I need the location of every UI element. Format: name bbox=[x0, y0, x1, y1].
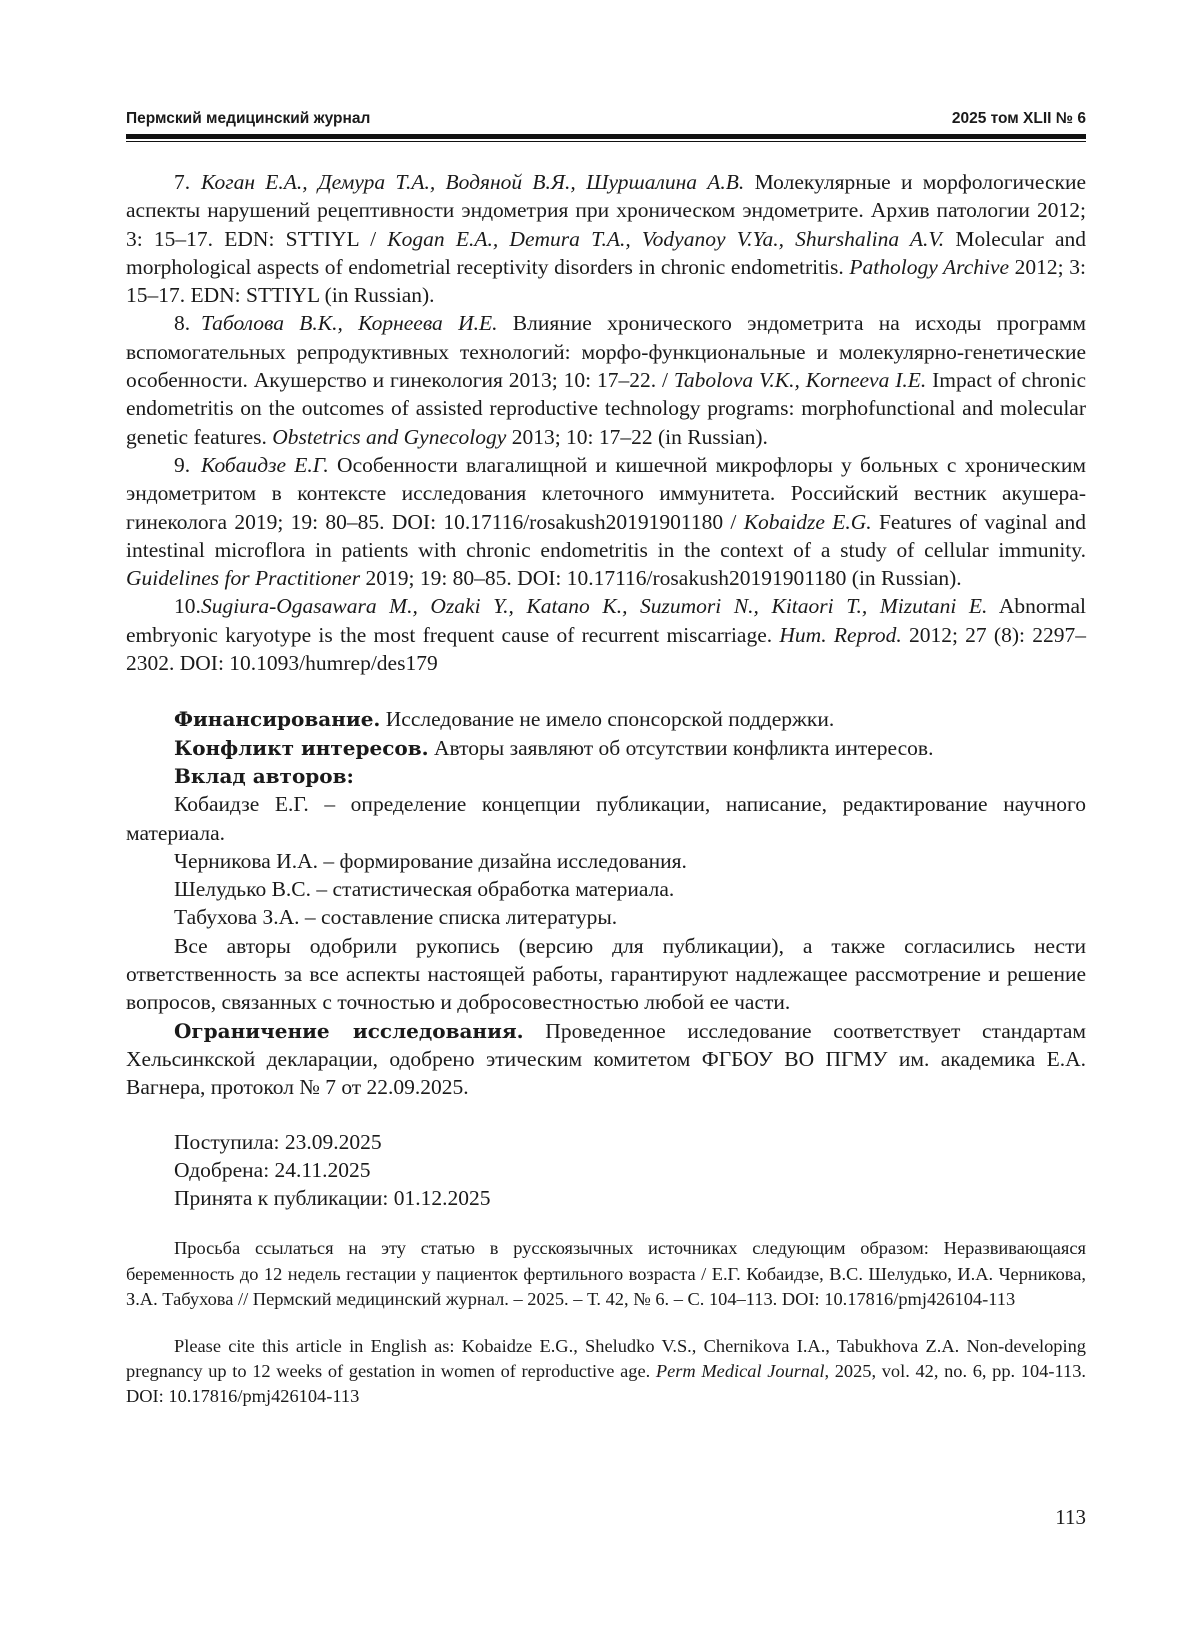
reference-tail: 2019; 19: 80–85. DOI: 10.17116/rosakush20191901180 (in Russian). bbox=[360, 566, 962, 591]
reference-number: 9. bbox=[174, 452, 191, 477]
reference-authors-en: Sugiura-Ogasawara M., Ozaki Y., Katano K., Suzumori N., Kitaori T., Mizutani E. bbox=[201, 594, 988, 619]
reference-authors: Коган Е.А., Демура Т.А., Водяной В.Я., Шуршалина А.В. bbox=[201, 170, 745, 194]
reference-item bbox=[126, 451, 1086, 592]
funding-text: Исследование не имело спонсорской поддержки. bbox=[380, 707, 835, 732]
citation-en bbox=[126, 1334, 1086, 1410]
reference-text-en: Abnormal embryonic karyotype is the most frequent cause of recurrent miscarriage. bbox=[126, 594, 1086, 647]
reference-text-en: Molecular and morphological aspects of endometrial receptivity disorders in chronic endometritis. bbox=[126, 226, 1086, 279]
citation-en-text: Please cite this article in English as: Kobaidze E.G., Sheludko V.S., Chernikova I.A., Tabukhova Z.A. Non-developing pregnancy up to 12 weeks of gestation in women of reproductive age. bbox=[126, 1336, 1086, 1382]
reference-list bbox=[126, 168, 1086, 677]
funding-label: Финансирование. bbox=[174, 707, 381, 732]
citation-en-journal: Perm Medical Journal bbox=[655, 1361, 825, 1382]
conflict-statement bbox=[126, 734, 1086, 762]
reference-authors-en: Kogan E.A., Demura T.A., Vodyanoy V.Ya., Shurshalina A.V. bbox=[387, 226, 945, 251]
page-content bbox=[126, 168, 1086, 1428]
reference-authors: Таболова В.К., Корнеева И.Е. bbox=[201, 311, 498, 336]
date-received: Поступила: 23.09.2025 bbox=[174, 1129, 382, 1154]
limitation-text: Проведенное исследование соответствует стандартам Хельсинкской декларации, одобрено этическим комитетом ФГБОУ ВО ПГМУ им. академика Е.А. Вагнера, протокол № 7 от 22.09.2025. bbox=[126, 1018, 1086, 1100]
reference-tail: 2012; 27 (8): 2297–2302. DOI: 10.1093/humrep/des179 bbox=[126, 622, 1086, 676]
contrib-label: Вклад авторов: bbox=[174, 763, 354, 788]
contrib-line: Все авторы одобрили рукопись (версию для публикации), а также согласились нести ответственность за все аспекты настоящей работы, гарантируют надлежащее рассмотрение и решение вопросов, связанных с точностью и добросовестностью любой ее части. bbox=[126, 933, 1086, 1015]
limitation-statement bbox=[126, 1017, 1086, 1102]
reference-item bbox=[126, 168, 1086, 309]
citation-ru: Просьба ссылаться на эту статью в русскоязычных источниках следующим образом: Неразвивающаяся беременность до 12 недель гестации у пациенток фертильного возраста / Е.Г. Кобаидзе, В.С. Шелудько, И.А. Черникова, З.А. Табухова // Пермский медицинский журнал. – 2025. – Т. 42, № 6. – С. 104–113. DOI: 10.17816/pmj426104-113 bbox=[126, 1238, 1086, 1309]
journal-title: Пермский медицинский журнал bbox=[126, 110, 371, 127]
article-dates bbox=[126, 1128, 1086, 1213]
citation-en-tail: , 2025, vol. 42, no. 6, pp. 104-113. DOI: 10.17816/pmj426104-113 bbox=[126, 1361, 1087, 1407]
reference-authors-en: Kobaidze E.G. bbox=[743, 509, 872, 534]
conflict-text: Авторы заявляют об отсутствии конфликта интересов. bbox=[428, 735, 934, 760]
date-approved: Одобрена: 24.11.2025 bbox=[174, 1157, 371, 1182]
reference-journal: Guidelines for Practitioner bbox=[126, 566, 361, 591]
reference-item bbox=[126, 592, 1086, 677]
article-info bbox=[126, 705, 1086, 1101]
reference-journal: Obstetrics and Gynecology bbox=[272, 424, 507, 449]
reference-number: 10. bbox=[174, 594, 201, 619]
funding-statement bbox=[126, 705, 1086, 733]
contrib-line: Шелудько В.С. – статистическая обработка материала. bbox=[174, 877, 675, 902]
contrib-line: Табухова З.А. – составление списка литературы. bbox=[174, 905, 618, 930]
reference-text: Влияние хронического эндометрита на исходы программ вспомогательных репродуктивных технологий: морфо-функциональные и молекулярно-генетические особенности. Акушерство и гинекология 2013; 10: 17–22. / bbox=[126, 311, 1086, 393]
page-number: 113 bbox=[1055, 1505, 1086, 1529]
reference-authors: Кобаидзе Е.Г. bbox=[201, 452, 329, 477]
conflict-label: Конфликт интересов. bbox=[174, 735, 429, 760]
reference-text-en: Impact of chronic endometritis on the outcomes of assisted reproductive technology programs: morphofunctional and molecular genetic features. bbox=[126, 368, 1086, 449]
contrib-line: Черникова И.А. – формирование дизайна исследования. bbox=[174, 848, 687, 873]
reference-tail: 2012; 3: 15–17. EDN: STTIYL (in Russian). bbox=[126, 254, 1086, 308]
reference-number: 8. bbox=[174, 311, 191, 336]
reference-text: Молекулярные и морфологические аспекты нарушений рецептивности эндометрия при хроническом эндометрите. Архив патологии 2012; 3: 15–17. EDN: STTIYL / bbox=[126, 170, 1086, 251]
reference-item bbox=[126, 309, 1086, 450]
reference-number: 7. bbox=[174, 170, 191, 194]
header-rule-thin bbox=[126, 141, 1086, 142]
reference-authors-en: Tabolova V.K., Korneeva I.E. bbox=[673, 368, 927, 393]
reference-text: Особенности влагалищной и кишечной микрофлоры у больных с хроническим эндометритом в контексте исследования клеточного иммунитета. Российский вестник акушера-гинеколога 2019; 19: 80–85. DOI: 10.17116/rosakush20191901180 / bbox=[126, 452, 1086, 534]
reference-text-en: Features of vaginal and intestinal microflora in patients with chronic endometritis in the context of a study of cellular immunity. bbox=[126, 509, 1086, 562]
reference-tail: 2013; 10: 17–22 (in Russian). bbox=[506, 424, 768, 449]
contrib-line: Кобаидзе Е.Г. – определение концепции публикации, написание, редактирование научного материала. bbox=[126, 792, 1086, 845]
running-header bbox=[126, 110, 1086, 132]
header-rule-thick bbox=[126, 134, 1086, 139]
date-accepted: Принята к публикации: 01.12.2025 bbox=[174, 1186, 491, 1211]
issue-info: 2025 том XLII № 6 bbox=[951, 110, 1086, 127]
limitation-label: Ограничение исследования. bbox=[174, 1018, 524, 1043]
reference-journal: Pathology Archive bbox=[849, 254, 1010, 279]
reference-journal: Hum. Reprod. bbox=[779, 622, 902, 647]
contrib-heading bbox=[126, 762, 1086, 790]
